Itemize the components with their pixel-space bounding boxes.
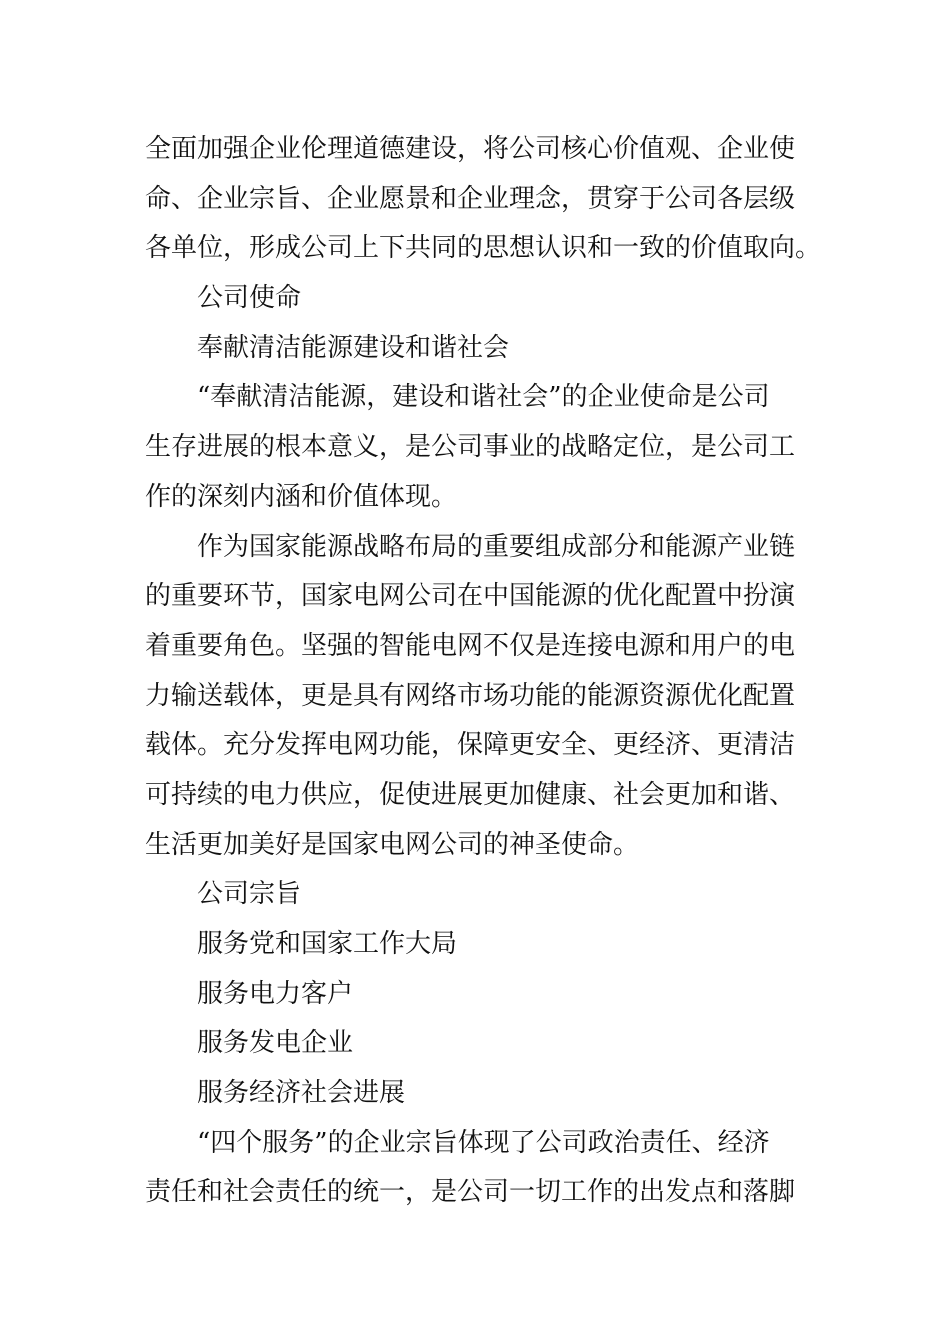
text-line: 力输送载体，更是具有网络市场功能的能源资源优化配置 — [145, 680, 796, 711]
purpose-item: 服务发电企业 — [197, 1028, 354, 1059]
text-line: “四个服务”的企业宗旨体现了公司政治责任、经济 — [197, 1127, 770, 1158]
purpose-item: 服务党和国家工作大局 — [197, 929, 458, 959]
text-line: 生活更加美好是国家电网公司的神圣使命。 — [145, 829, 640, 860]
text-line: 命、企业宗旨、企业愿景和企业理念，贯穿于公司各层级 — [145, 183, 796, 214]
mission-statement: 奉献清洁能源建设和谐社会 — [197, 332, 510, 363]
text-line: 作的深刻内涵和价值体现。 — [145, 481, 458, 512]
section-heading-mission: 公司使命 — [197, 283, 302, 314]
text-line: 各单位，形成公司上下共同的思想认识和一致的价值取向。 — [145, 233, 822, 264]
text-line: “奉献清洁能源，建设和谐社会”的企业使命是公司 — [197, 382, 770, 413]
section-heading-purpose: 公司宗旨 — [197, 879, 302, 910]
text-line: 可持续的电力供应，促使进展更加健康、社会更加和谐、 — [145, 779, 796, 810]
text-line: 的重要环节，国家电网公司在中国能源的优化配置中扮演 — [145, 581, 796, 612]
text-line: 载体。充分发挥电网功能，保障更安全、更经济、更清洁 — [145, 730, 796, 761]
text-line: 全面加强企业伦理道德建设，将公司核心价值观、企业使 — [145, 134, 796, 164]
text-line: 作为国家能源战略布局的重要组成部分和能源产业链 — [197, 531, 796, 562]
text-line: 生存进展的根本意义，是公司事业的战略定位，是公司工 — [145, 432, 796, 463]
document-body — [145, 125, 822, 1218]
text-line: 责任和社会责任的统一，是公司一切工作的出发点和落脚 — [145, 1177, 796, 1208]
purpose-item: 服务电力客户 — [197, 978, 354, 1009]
purpose-item: 服务经济社会进展 — [197, 1078, 406, 1109]
text-line: 着重要角色。坚强的智能电网不仅是连接电源和用户的电 — [145, 630, 796, 661]
